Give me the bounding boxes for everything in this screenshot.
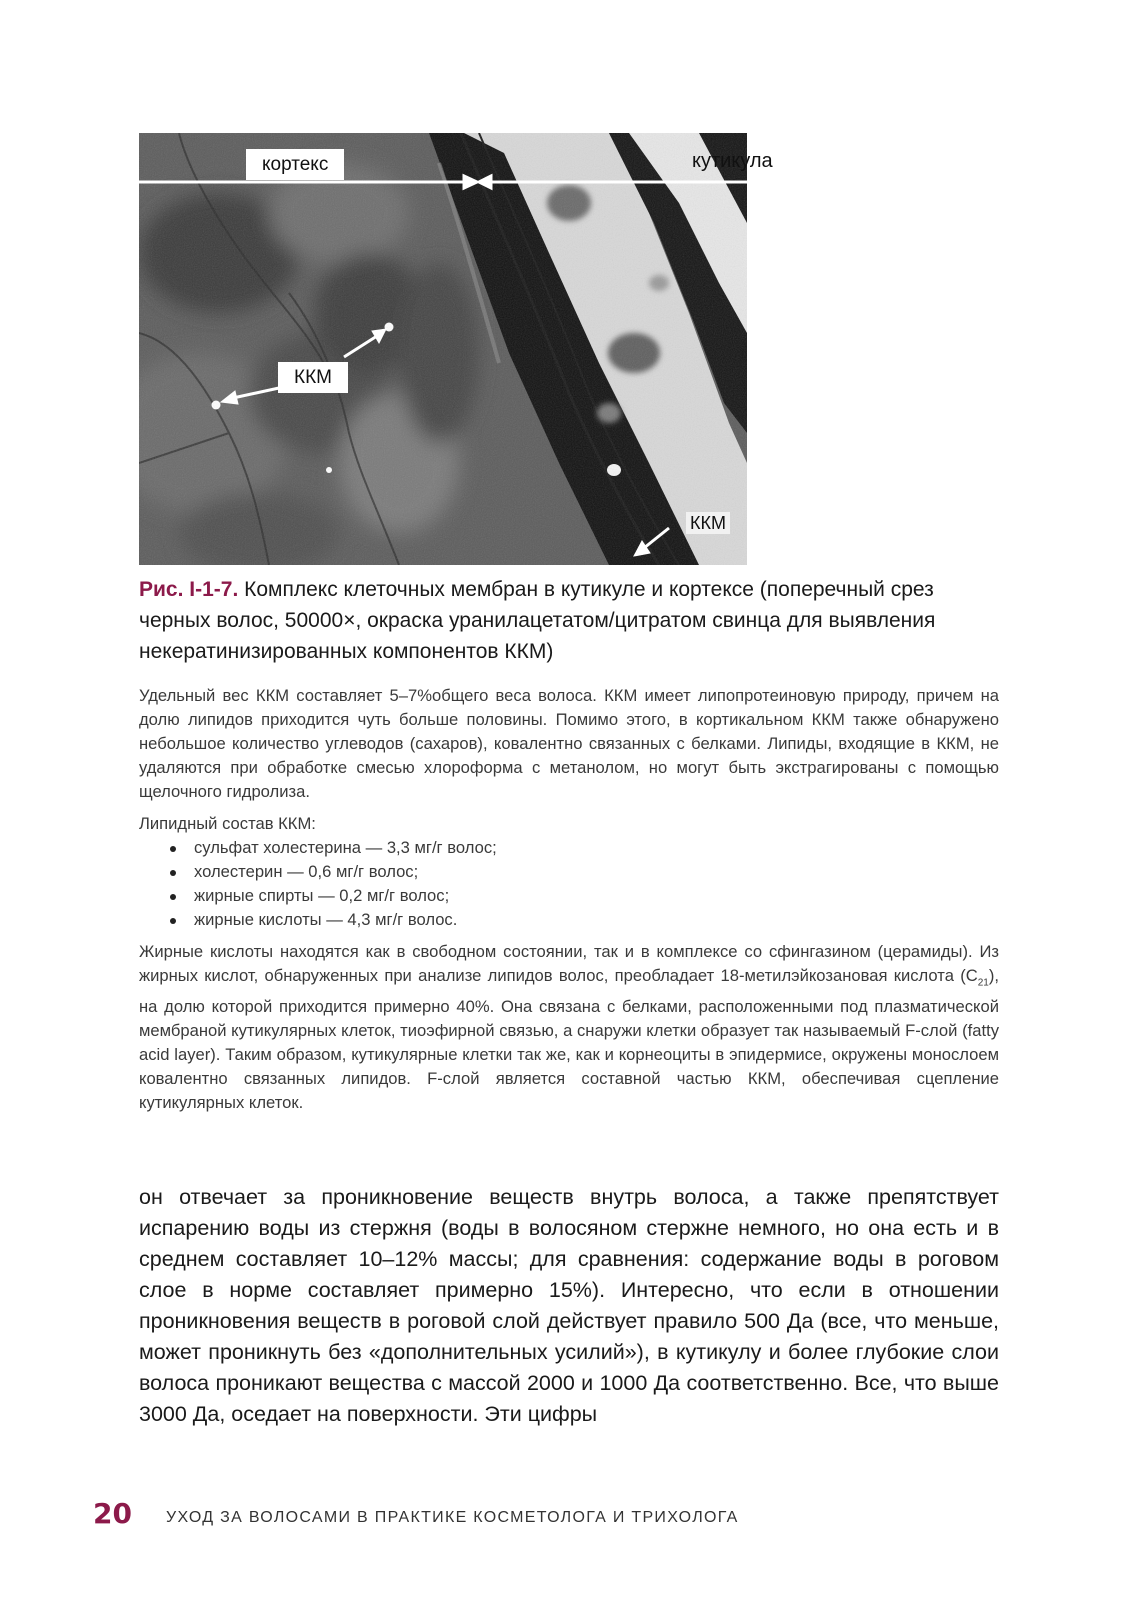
list-item: жирные спирты — 0,2 мг/г волос;: [164, 884, 497, 908]
figure-caption-text: Комплекс клеточных мембран в кутикуле и кортексе (поперечный срез черных волос, 50000×, окраска уранилацетатом/цитратом свинца для выявления некератинизированных компонентов ККМ): [139, 578, 936, 663]
figure-label-cuticle: кутикула: [692, 150, 773, 172]
figure-label-kkm-bottom: ККМ: [686, 512, 730, 534]
sidebar-paragraph-2: [139, 940, 999, 1115]
paragraph-2-part-2: ), на долю которой приходится примерно 40%. Она связана с белками, расположенными под плазматической мембраной кутикулярных клеток, тиоэфирной связью, а снаружи клетки образует так называемый F-слой (fatty acid layer). Таким образом, кутикулярные клетки так же, как и корнеоциты в эпидермисе, окружены монослоем ковалентно связанных липидов. F-слой является составной частью ККМ, обеспечивая сцепление кутикулярных клеток.: [139, 966, 999, 1113]
figure-number: Рис. I-1-7.: [139, 578, 239, 601]
list-item: жирные кислоты — 4,3 мг/г волос.: [164, 908, 497, 932]
micrograph-figure: [139, 133, 747, 565]
main-paragraph: он отвечает за проникновение веществ внутрь волоса, а также препятствует испарению воды из стержня (воды в волосяном стержне немного, но она есть и в среднем составляет 10–12% массы; для сравнения: содержание воды в роговом слое в норме составляет примерно 15%). Интересно, что если в отношении проникновения веществ в роговой слой действует правило 500 Да (все, что меньше, может проникнуть без «дополнительных усилий»), в кутикулу и более глубокие слои волоса проникают вещества с массой 2000 и 1000 Да соответственно. Все, что выше 3000 Да, оседает на поверхности. Эти цифры: [139, 1185, 999, 1426]
micrograph-image: [139, 133, 747, 565]
lipid-list-title: Липидный состав ККМ:: [139, 814, 316, 833]
list-item: холестерин — 0,6 мг/г волос;: [164, 860, 497, 884]
subscript-21: 21: [977, 977, 989, 989]
figure-caption: [139, 574, 999, 667]
sidebar-paragraph-1: Удельный вес ККМ составляет 5–7%общего веса волоса. ККМ имеет липопротеиновую природу, причем на долю липидов приходится чуть больше половины. Помимо этого, в кортикальном ККМ также обнаружено небольшое количество углеводов (сахаров), ковалентно связанных с белками. Липиды, входящие в ККМ, не удаляются при обработке смесью хлороформа с метанолом, но могут быть экстрагированы с помощью щелочного гидролиза.: [139, 686, 999, 801]
page-number: 20: [93, 1497, 132, 1530]
list-item: сульфат холестерина — 3,3 мг/г волос;: [164, 836, 497, 860]
lipid-composition-list: [164, 836, 497, 932]
running-title: УХОД ЗА ВОЛОСАМИ В ПРАКТИКЕ КОСМЕТОЛОГА И ТРИХОЛОГА: [166, 1509, 739, 1526]
figure-label-kkm-center: ККМ: [278, 362, 348, 393]
paragraph-2-part-1: Жирные кислоты находятся как в свободном состоянии, так и в комплексе со сфингазином (церамиды). Из жирных кислот, обнаруженных при анализе липидов волос, преобладает 18-метилэйкозановая кислота (C: [139, 942, 999, 985]
figure-label-cortex: кортекс: [246, 149, 344, 180]
